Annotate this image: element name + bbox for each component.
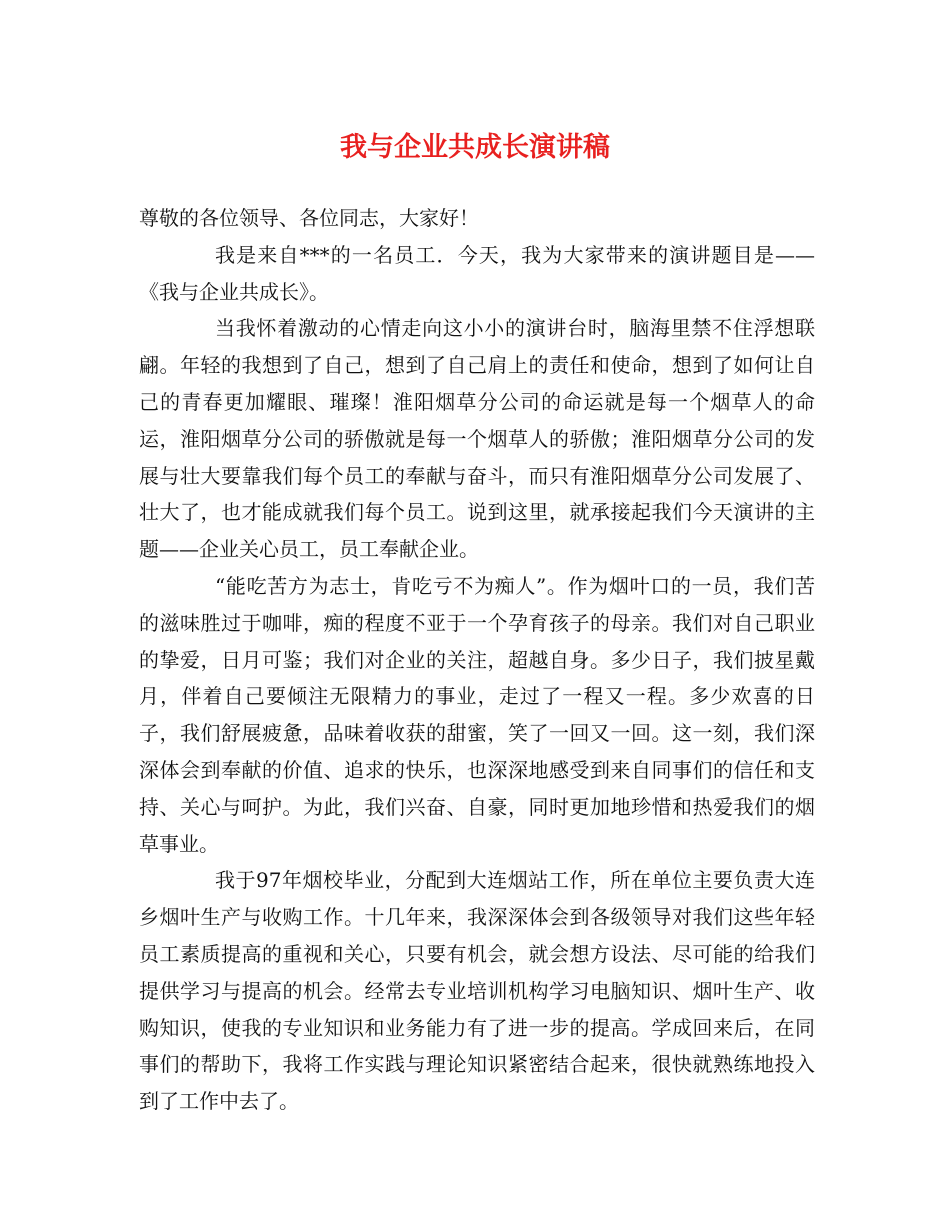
paragraph-intro: 我是来自***的一名员工．今天，我为大家带来的演讲题目是——《我与企业共成长》。 [139, 242, 815, 304]
salutation: 尊敬的各位领导、各位同志，大家好！ [139, 206, 479, 230]
document-title: 我与企业共成长演讲稿 [340, 132, 610, 163]
document-body [139, 200, 815, 1120]
paragraph-3: “能吃苦方为志士，肯吃亏不为痴人”。作为烟叶口的一员，我们苦的滋味胜过于咖啡，痴的程度不亚于一个孕育孩子的母亲。我们对自己职业的挚爱，日月可鉴；我们对企业的关注，超越自身。多少日子，我们披星戴月，伴着自己要倾注无限精力的事业，走过了一程又一程。多少欢喜的日子，我们舒展疲惫，品味着收获的甜蜜，笑了一回又一回。这一刻，我们深深体会到奉献的价值、追求的快乐，也深深地感受到来自同事们的信任和支持、关心与呵护。为此，我们兴奋、自豪，同时更加地珍惜和热爱我们的烟草事业。 [139, 573, 815, 856]
paragraph-4: 我于97年烟校毕业，分配到大连烟站工作，所在单位主要负责大连乡烟叶生产与收购工作。十几年来，我深深体会到各级领导对我们这些年轻员工素质提高的重视和关心，只要有机会，就会想方设法、尽可能的给我们提供学习与提高的机会。经常去专业培训机构学习电脑知识、烟叶生产、收购知识，使我的专业知识和业务能力有了进一步的提高。学成回来后，在同事们的帮助下，我将工作实践与理论知识紧密结合起来，很快就熟练地投入到了工作中去了。 [139, 868, 815, 1114]
paragraph-2: 当我怀着激动的心情走向这小小的演讲台时，脑海里禁不住浮想联翩。年轻的我想到了自己，想到了自己肩上的责任和使命，想到了如何让自己的青春更加耀眼、璀璨！淮阳烟草分公司的命运就是每一个烟草人的命运，淮阳烟草分公司的骄傲就是每一个烟草人的骄傲；淮阳烟草分公司的发展与壮大要靠我们每个员工的奉献与奋斗，而只有淮阳烟草分公司发展了、壮大了，也才能成就我们每个员工。说到这里，就承接起我们今天演讲的主题——企业关心员工，员工奉献企业。 [139, 316, 815, 562]
